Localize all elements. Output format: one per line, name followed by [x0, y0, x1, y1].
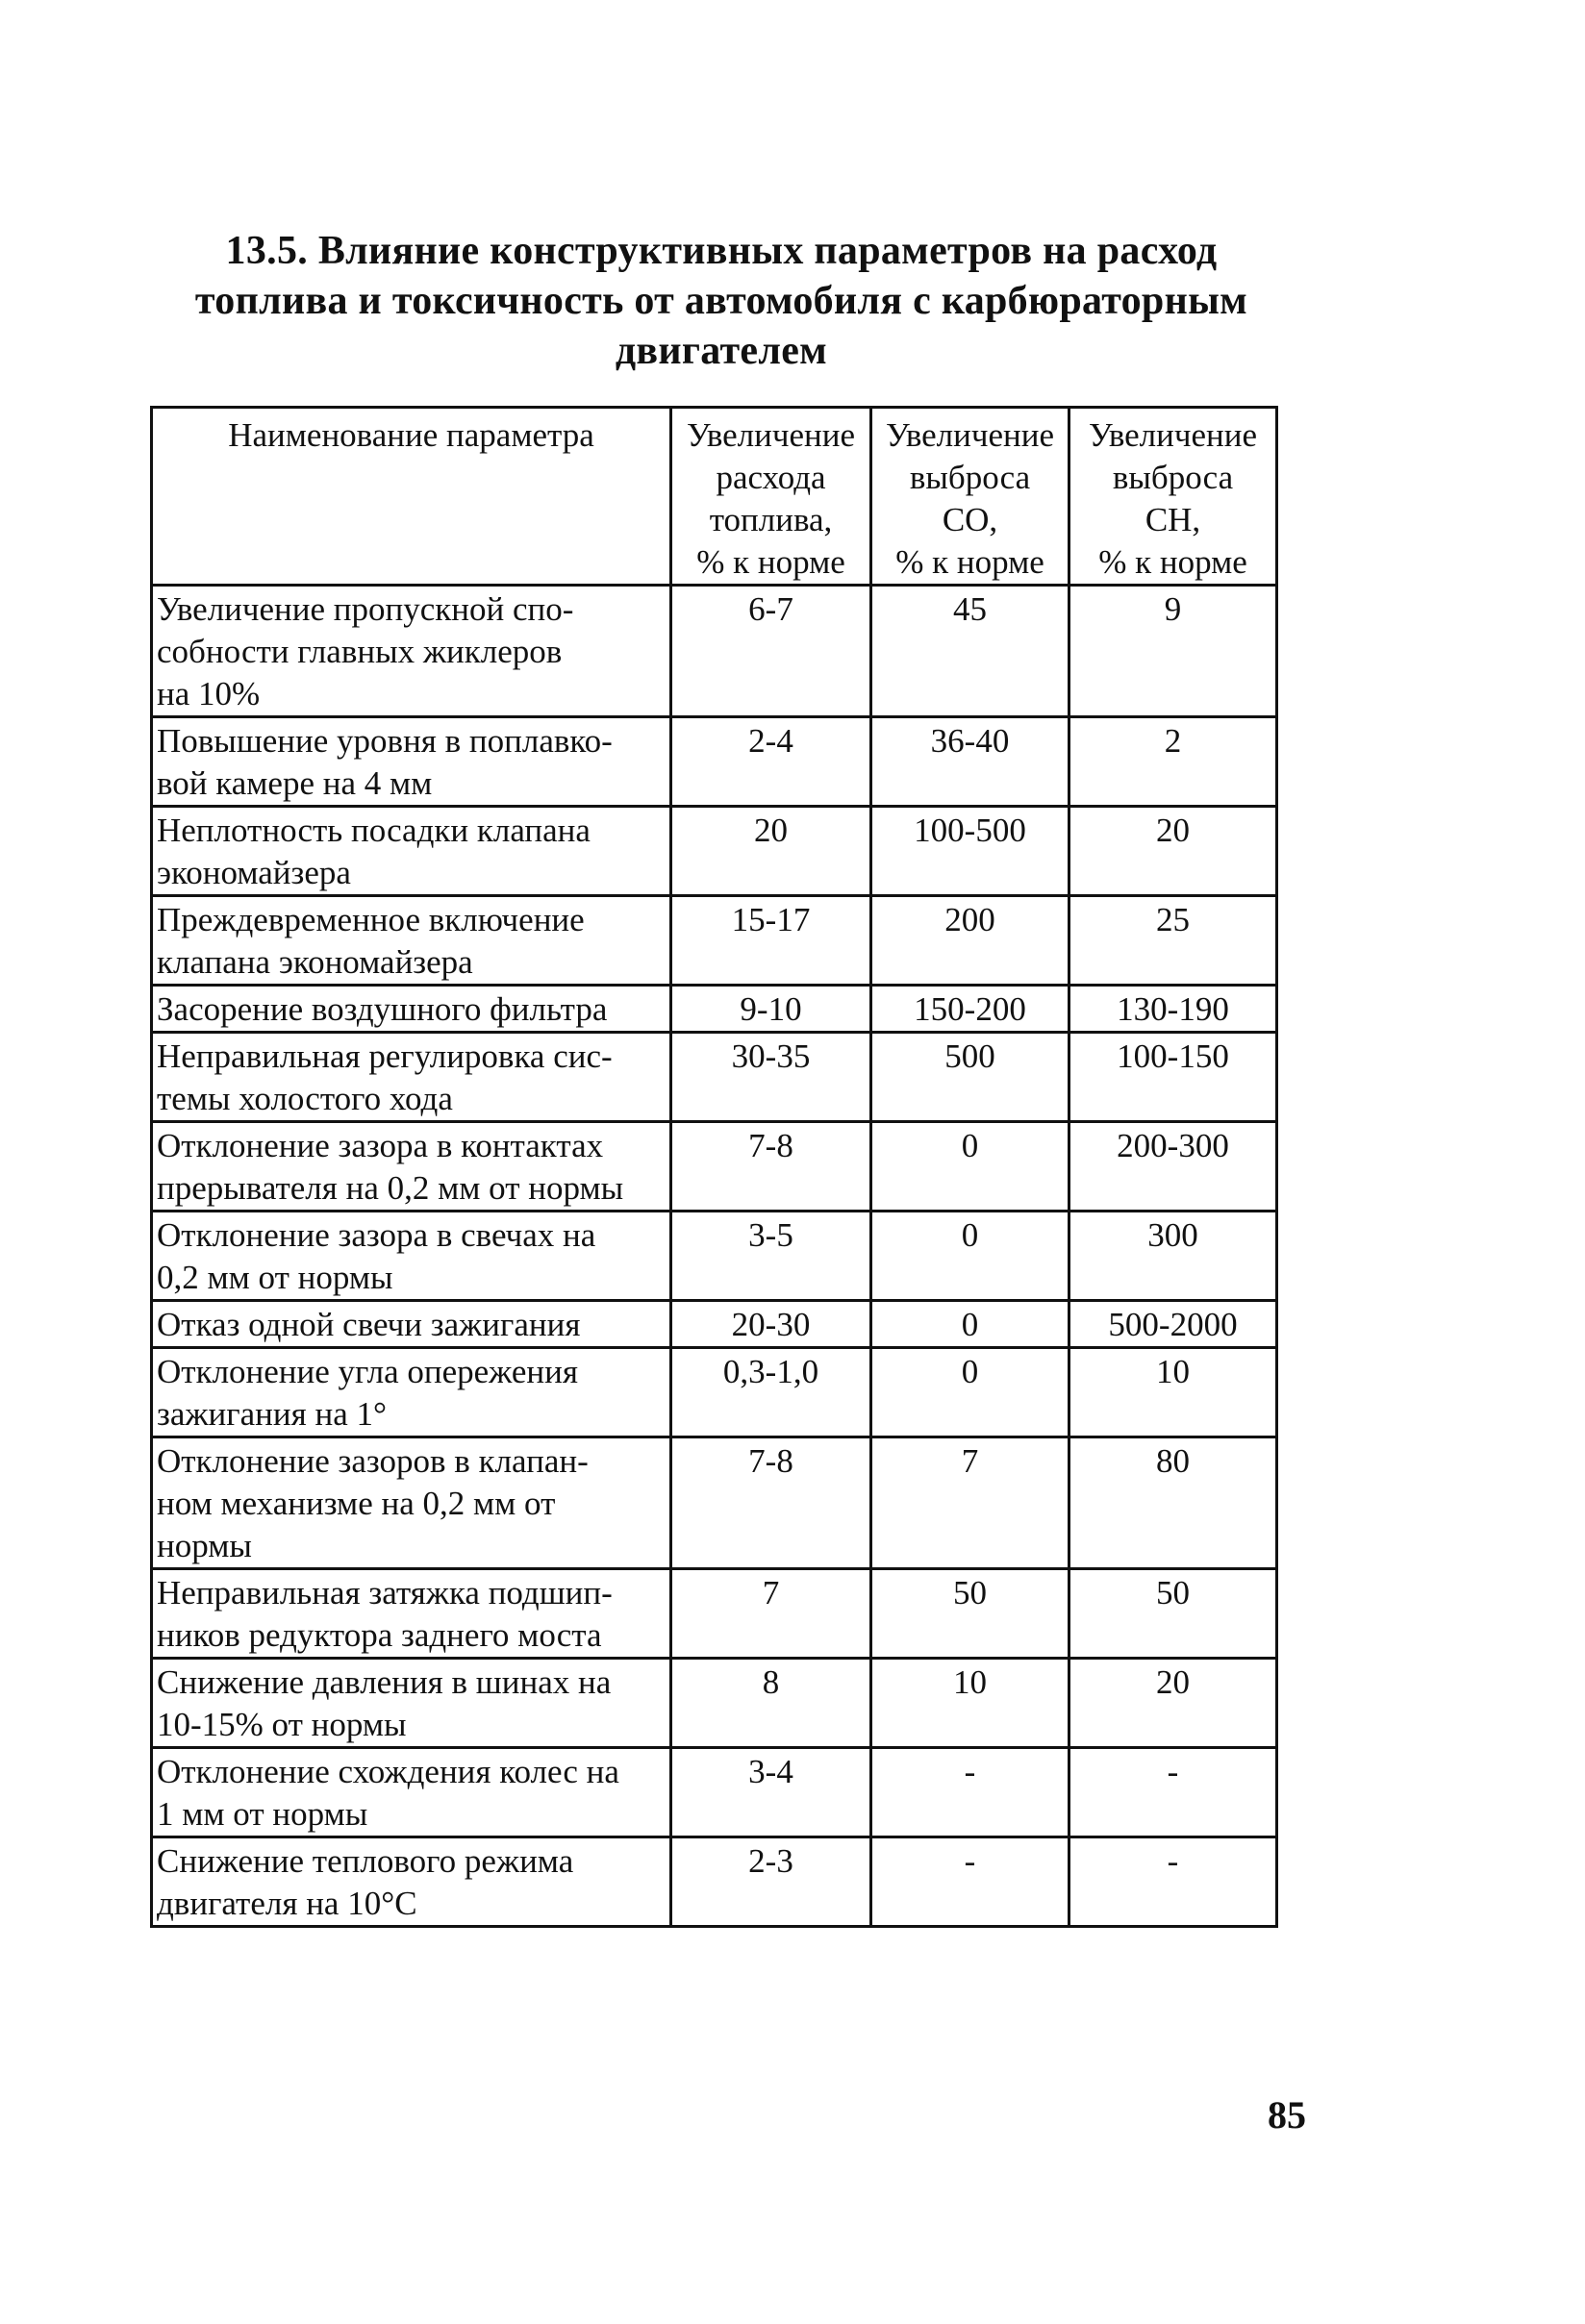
- table-row: [152, 1837, 1277, 1927]
- parameter-name-line: Отклонение схождения колес на: [157, 1753, 619, 1790]
- parameter-name-line: Повышение уровня в поплавко-: [157, 722, 613, 760]
- cell-fuel-increase: 8: [671, 1659, 871, 1748]
- parameter-name-line: ном механизме на 0,2 мм от: [157, 1485, 556, 1522]
- header-fuel-line: расхода: [716, 459, 826, 496]
- table-header-row: [152, 408, 1277, 586]
- cell-fuel-increase: 30-35: [671, 1033, 871, 1122]
- header-fuel-line: топлива,: [709, 501, 833, 538]
- cell-ch-increase: 100-150: [1069, 1033, 1277, 1122]
- cell-parameter-name: [152, 1212, 671, 1301]
- table-row: [152, 717, 1277, 807]
- header-ch-increase: [1069, 408, 1277, 586]
- cell-fuel-increase: 7-8: [671, 1437, 871, 1569]
- cell-fuel-increase: 6-7: [671, 586, 871, 717]
- title-line-1: 13.5. Влияние конструктивных параметров на расход: [225, 229, 1218, 273]
- table-row: [152, 1569, 1277, 1659]
- parameter-name-line: Неправильная затяжка подшип-: [157, 1574, 613, 1612]
- cell-fuel-increase: 2-3: [671, 1837, 871, 1927]
- cell-ch-increase: -: [1069, 1748, 1277, 1837]
- cell-parameter-name: [152, 1748, 671, 1837]
- cell-parameter-name: [152, 717, 671, 807]
- cell-parameter-name: [152, 1437, 671, 1569]
- header-co-line: выброса: [909, 459, 1031, 496]
- parameter-name-line: зажигания на 1°: [157, 1395, 387, 1433]
- cell-fuel-increase: 20: [671, 807, 871, 896]
- table-row: [152, 1033, 1277, 1122]
- cell-parameter-name: [152, 586, 671, 717]
- cell-parameter-name: [152, 1301, 671, 1348]
- cell-ch-increase: 200-300: [1069, 1122, 1277, 1212]
- parameter-name-line: прерывателя на 0,2 мм от нормы: [157, 1169, 624, 1207]
- cell-fuel-increase: 9-10: [671, 986, 871, 1033]
- cell-fuel-increase: 3-5: [671, 1212, 871, 1301]
- parameter-name-line: Преждевременное включение: [157, 901, 585, 938]
- parameter-name-line: Отклонение зазора в контактах: [157, 1127, 604, 1164]
- table-row: [152, 1212, 1277, 1301]
- header-ch-line: CH,: [1145, 501, 1201, 538]
- table-row: [152, 1122, 1277, 1212]
- parameter-name-line: ников редуктора заднего моста: [157, 1616, 602, 1654]
- cell-ch-increase: 300: [1069, 1212, 1277, 1301]
- parameter-name-line: Увеличение пропускной спо-: [157, 590, 574, 628]
- cell-co-increase: -: [871, 1748, 1069, 1837]
- parameter-name-line: Засорение воздушного фильтра: [157, 990, 608, 1028]
- table-row: [152, 1301, 1277, 1348]
- parameter-name-line: клапана экономайзера: [157, 943, 473, 981]
- page-title: [173, 226, 1270, 376]
- cell-fuel-increase: 7-8: [671, 1122, 871, 1212]
- parameter-name-line: Отклонение зазора в свечах на: [157, 1216, 596, 1254]
- cell-ch-increase: 20: [1069, 807, 1277, 896]
- cell-ch-increase: 9: [1069, 586, 1277, 717]
- page-number: 85: [1268, 2093, 1306, 2137]
- cell-parameter-name: [152, 1837, 671, 1927]
- cell-ch-increase: 20: [1069, 1659, 1277, 1748]
- parameter-name-line: вой камере на 4 мм: [157, 764, 433, 802]
- cell-parameter-name: [152, 1033, 671, 1122]
- header-ch-line: Увеличение: [1088, 416, 1258, 454]
- header-co-line: CO,: [942, 501, 998, 538]
- header-co-increase: [871, 408, 1069, 586]
- parameter-name-line: экономайзера: [157, 854, 351, 891]
- title-line-3: двигателем: [615, 329, 828, 373]
- table-row: [152, 986, 1277, 1033]
- header-co-line: Увеличение: [885, 416, 1055, 454]
- header-parameter-name: Наименование параметра: [152, 408, 671, 586]
- parameter-name-line: нормы: [157, 1527, 252, 1564]
- header-ch-line: % к норме: [1098, 543, 1247, 581]
- cell-fuel-increase: 3-4: [671, 1748, 871, 1837]
- parameter-name-line: Отклонение угла опережения: [157, 1353, 578, 1390]
- header-fuel-line: Увеличение: [686, 416, 856, 454]
- cell-fuel-increase: 15-17: [671, 896, 871, 986]
- cell-parameter-name: [152, 986, 671, 1033]
- cell-ch-increase: 500-2000: [1069, 1301, 1277, 1348]
- parameter-name-line: собности главных жиклеров: [157, 633, 563, 670]
- cell-parameter-name: [152, 807, 671, 896]
- parameter-name-line: 1 мм от нормы: [157, 1795, 368, 1833]
- header-fuel-line: % к норме: [696, 543, 845, 581]
- cell-ch-increase: -: [1069, 1837, 1277, 1927]
- parameter-name-line: Неплотность посадки клапана: [157, 812, 591, 849]
- cell-co-increase: 36-40: [871, 717, 1069, 807]
- cell-ch-increase: 50: [1069, 1569, 1277, 1659]
- table-row: [152, 1348, 1277, 1437]
- header-co-line: % к норме: [895, 543, 1044, 581]
- cell-co-increase: 0: [871, 1122, 1069, 1212]
- cell-co-increase: 100-500: [871, 807, 1069, 896]
- header-ch-line: выброса: [1112, 459, 1234, 496]
- cell-co-increase: 0: [871, 1348, 1069, 1437]
- table-body: [152, 586, 1277, 1927]
- table-row: [152, 1748, 1277, 1837]
- parameter-name-line: двигателя на 10°С: [157, 1885, 417, 1922]
- parameter-name-line: на 10%: [157, 675, 261, 712]
- table-row: [152, 896, 1277, 986]
- parameter-name-line: Неправильная регулировка сис-: [157, 1037, 613, 1075]
- cell-co-increase: 500: [871, 1033, 1069, 1122]
- table-row: [152, 586, 1277, 717]
- table-row: [152, 1437, 1277, 1569]
- parameter-name-line: Снижение давления в шинах на: [157, 1663, 612, 1701]
- cell-ch-increase: 130-190: [1069, 986, 1277, 1033]
- cell-co-increase: 200: [871, 896, 1069, 986]
- cell-ch-increase: 80: [1069, 1437, 1277, 1569]
- parameter-name-line: 0,2 мм от нормы: [157, 1259, 393, 1296]
- parameter-name-line: Отказ одной свечи зажигания: [157, 1306, 581, 1343]
- cell-co-increase: 0: [871, 1301, 1069, 1348]
- cell-fuel-increase: 7: [671, 1569, 871, 1659]
- parameter-name-line: темы холостого хода: [157, 1080, 453, 1117]
- cell-co-increase: 7: [871, 1437, 1069, 1569]
- cell-parameter-name: [152, 1659, 671, 1748]
- cell-fuel-increase: 20-30: [671, 1301, 871, 1348]
- cell-parameter-name: [152, 1569, 671, 1659]
- cell-ch-increase: 10: [1069, 1348, 1277, 1437]
- cell-co-increase: 150-200: [871, 986, 1069, 1033]
- cell-co-increase: 0: [871, 1212, 1069, 1301]
- cell-fuel-increase: 0,3-1,0: [671, 1348, 871, 1437]
- cell-co-increase: 10: [871, 1659, 1069, 1748]
- cell-co-increase: -: [871, 1837, 1069, 1927]
- cell-co-increase: 50: [871, 1569, 1069, 1659]
- cell-ch-increase: 25: [1069, 896, 1277, 986]
- cell-fuel-increase: 2-4: [671, 717, 871, 807]
- cell-parameter-name: [152, 1122, 671, 1212]
- table-row: [152, 1659, 1277, 1748]
- parameters-table: [150, 406, 1278, 1928]
- cell-parameter-name: [152, 896, 671, 986]
- cell-parameter-name: [152, 1348, 671, 1437]
- parameter-name-line: Отклонение зазоров в клапан-: [157, 1442, 589, 1480]
- parameter-name-line: Снижение теплового режима: [157, 1842, 574, 1880]
- header-fuel-increase: [671, 408, 871, 586]
- title-line-2: топлива и токсичность от автомобиля с карбюраторным: [194, 279, 1248, 323]
- cell-co-increase: 45: [871, 586, 1069, 717]
- table-row: [152, 807, 1277, 896]
- parameter-name-line: 10-15% от нормы: [157, 1706, 407, 1743]
- cell-ch-increase: 2: [1069, 717, 1277, 807]
